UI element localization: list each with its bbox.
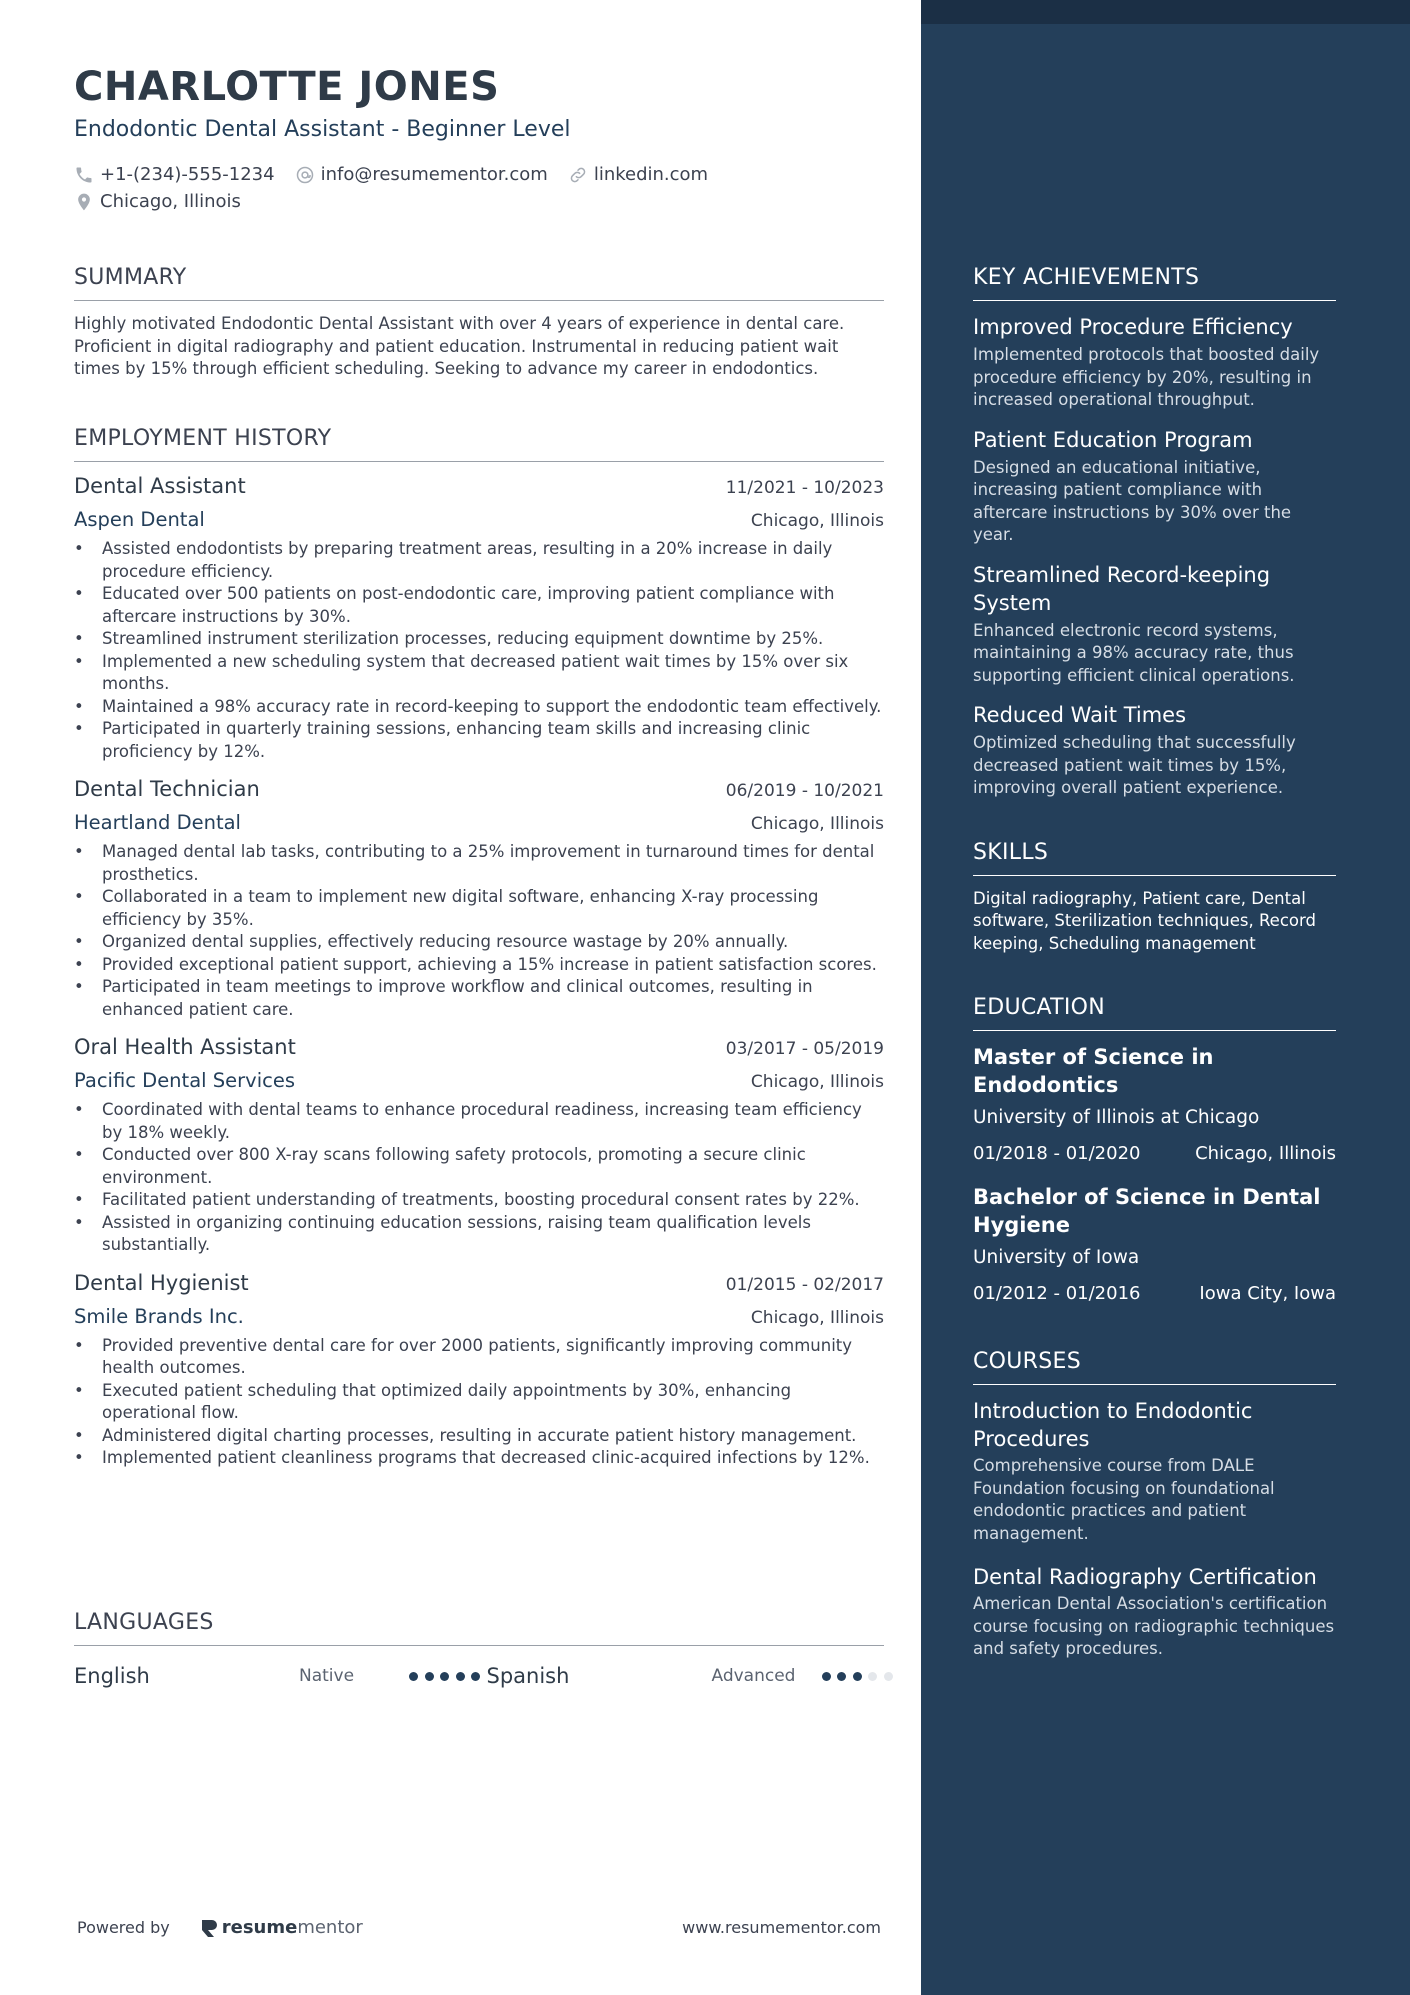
achievement-desc: Optimized scheduling that successfully decreased patient wait times by 15%, improving overall patient experience. (973, 733, 1296, 797)
course-title: Introduction to Endodontic Procedures (973, 1399, 1253, 1451)
candidate-name: CHARLOTTE JONES (74, 64, 500, 110)
job-dates: 06/2019 - 10/2021 (725, 781, 884, 801)
education-location: Chicago, Illinois (1195, 1143, 1336, 1164)
summary-title: SUMMARY (74, 265, 884, 301)
job-bullet: • Streamlined instrument sterilization processes, reducing equipment downtime by 25%. (74, 628, 884, 651)
brand-bold: resume (221, 1917, 298, 1938)
education-section (973, 995, 1336, 1309)
job-bullet: • Maintained a 98% accuracy rate in record-keeping to support the endodontic team effectively. (74, 696, 884, 719)
contact-linkedin[interactable] (568, 164, 708, 185)
languages-section (74, 1610, 884, 1694)
job-bullet: • Implemented patient cleanliness programs that decreased clinic-acquired infections by 12%. (74, 1447, 884, 1470)
at-icon (295, 165, 315, 185)
language-level: Advanced (711, 1666, 796, 1686)
rating-dot-filled (425, 1672, 434, 1681)
job-bullets (74, 1335, 884, 1470)
course-item (973, 1397, 1336, 1545)
language-name: Spanish (486, 1664, 570, 1688)
job-bullet: • Administered digital charting processes, resulting in accurate patient history management. (74, 1425, 884, 1448)
rating-dot-filled (456, 1672, 465, 1681)
course-item (973, 1563, 1336, 1661)
linkedin-text: linkedin.com (593, 164, 709, 185)
employment-title: EMPLOYMENT HISTORY (74, 426, 884, 462)
language-item (487, 1664, 900, 1688)
job-location: Chicago, Illinois (750, 511, 884, 531)
education-location: Iowa City, Iowa (1199, 1283, 1336, 1304)
achievements-section (973, 265, 1336, 800)
powered-by (77, 1917, 363, 1938)
job-bullet: • Provided preventive dental care for over 2000 patients, significantly improving community health outcomes. (74, 1335, 884, 1380)
job-company: Pacific Dental Services (74, 1069, 295, 1092)
job-bullet: • Participated in quarterly training sessions, enhancing team skills and increasing clinic proficiency by 12%. (74, 718, 884, 763)
contact-email[interactable] (295, 164, 548, 185)
job-entry (74, 474, 884, 763)
summary-text: Highly motivated Endodontic Dental Assistant with over 4 years of experience in dental care. Proficient in digital radiography and patient education. Instrumental in reducing patient wait times by 15% through efficient scheduling. Seeking to advance my career in endodontics. (74, 314, 845, 378)
phone-icon (74, 165, 94, 185)
job-bullet: • Executed patient scheduling that optimized daily appointments by 30%, enhancing operational flow. (74, 1380, 884, 1425)
job-location: Chicago, Illinois (750, 1072, 884, 1092)
employment-section (74, 426, 884, 1484)
job-entry (74, 1035, 884, 1257)
skills-title: SKILLS (973, 840, 1336, 876)
sidebar (921, 0, 1410, 1995)
job-title: Oral Health Assistant (74, 1035, 296, 1059)
job-company: Aspen Dental (74, 508, 205, 531)
achievement-item (973, 701, 1336, 800)
education-school: University of Iowa (973, 1247, 1140, 1268)
job-bullets (74, 841, 884, 1021)
footer-site-link[interactable]: www.resumementor.com (682, 1918, 881, 1937)
job-title: Dental Hygienist (74, 1270, 249, 1295)
achievement-title: Reduced Wait Times (973, 703, 1187, 727)
job-bullet: • Assisted endodontists by preparing treatment areas, resulting in a 20% increase in daily procedure efficiency. (74, 538, 884, 583)
rating-dot-filled (409, 1672, 418, 1681)
contact-info (74, 161, 884, 215)
skills-section (973, 840, 1336, 956)
brand-logo[interactable] (200, 1917, 363, 1938)
job-company: Smile Brands Inc. (74, 1304, 244, 1328)
powered-by-label: Powered by (77, 1918, 170, 1937)
language-name: English (74, 1664, 150, 1688)
job-dates: 03/2017 - 05/2019 (725, 1039, 884, 1059)
job-bullets (74, 538, 884, 763)
language-rating (409, 1672, 487, 1681)
rating-dot-filled (471, 1672, 480, 1681)
education-school: University of Illinois at Chicago (973, 1107, 1260, 1128)
job-company: Heartland Dental (74, 811, 241, 834)
achievement-item (973, 426, 1336, 547)
achievement-title: Improved Procedure Efficiency (973, 315, 1293, 339)
courses-section (973, 1349, 1336, 1661)
job-bullet: • Collaborated in a team to implement new digital software, enhancing X-ray processing efficiency by 35%. (74, 886, 884, 931)
rating-dot-filled (853, 1672, 862, 1681)
course-title: Dental Radiography Certification (973, 1565, 1317, 1589)
education-dates: 01/2018 - 01/2020 (973, 1143, 1141, 1164)
job-bullet: • Organized dental supplies, effectively reducing resource wastage by 20% annually. (74, 931, 884, 954)
language-rating (822, 1672, 900, 1681)
job-bullet: • Managed dental lab tasks, contributing to a 25% improvement in turnaround times for dental prosthetics. (74, 841, 884, 886)
rating-dot-filled (440, 1672, 449, 1681)
job-entry (74, 1271, 884, 1470)
rating-dot-filled (837, 1672, 846, 1681)
achievement-desc: Implemented protocols that boosted daily procedure efficiency by 20%, resulting in increased operational throughput. (973, 345, 1320, 409)
candidate-subtitle: Endodontic Dental Assistant - Beginner Level (74, 117, 571, 142)
job-bullet: • Assisted in organizing continuing education sessions, raising team qualification levels substantially. (74, 1212, 884, 1257)
contact-phone[interactable] (74, 164, 275, 185)
job-bullet: • Provided exceptional patient support, achieving a 15% increase in patient satisfaction scores. (74, 954, 884, 977)
job-location: Chicago, Illinois (750, 814, 884, 834)
contact-location (74, 191, 241, 212)
resumementor-logo-icon (200, 1918, 218, 1938)
job-bullet: • Participated in team meetings to improve workflow and clinical outcomes, resulting in enhanced patient care. (74, 976, 884, 1021)
education-degree: Bachelor of Science in Dental Hygiene (973, 1185, 1321, 1237)
course-desc: Comprehensive course from DALE Foundation focusing on foundational endodontic practices and patient management. (973, 1456, 1275, 1543)
job-entry (74, 777, 884, 1021)
sidebar-top-bar (921, 0, 1410, 24)
job-title: Dental Technician (74, 777, 260, 801)
job-bullet: • Coordinated with dental teams to enhance procedural readiness, increasing team efficiency by 18% weekly. (74, 1099, 884, 1144)
summary-section (74, 265, 884, 381)
achievements-title: KEY ACHIEVEMENTS (973, 265, 1336, 301)
link-icon (568, 165, 588, 185)
rating-dot-empty (868, 1672, 877, 1681)
brand-light: mentor (297, 1917, 363, 1938)
language-item (74, 1664, 487, 1688)
education-dates: 01/2012 - 01/2016 (973, 1283, 1141, 1304)
rating-dot-filled (822, 1672, 831, 1681)
achievement-title: Patient Education Program (973, 427, 1253, 452)
job-bullet: • Facilitated patient understanding of treatments, boosting procedural consent rates by 22%. (74, 1189, 884, 1212)
languages-title: LANGUAGES (74, 1610, 884, 1646)
achievement-item (973, 313, 1336, 412)
education-item (973, 1043, 1336, 1169)
email-text: info@resumementor.com (320, 164, 548, 185)
job-title: Dental Assistant (74, 474, 246, 498)
job-dates: 11/2021 - 10/2023 (725, 478, 884, 498)
education-item (973, 1183, 1336, 1309)
footer (77, 1917, 881, 1938)
achievement-item (973, 561, 1336, 688)
education-title: EDUCATION (973, 995, 1336, 1031)
job-bullet: • Educated over 500 patients on post-endodontic care, improving patient compliance with aftercare instructions by 30%. (74, 583, 884, 628)
achievement-desc: Enhanced electronic record systems, maintaining a 98% accuracy rate, thus supporting efficient clinical operations. (973, 620, 1295, 685)
course-desc: American Dental Association's certification course focusing on radiographic techniques and safety procedures. (973, 1594, 1335, 1658)
job-dates: 01/2015 - 02/2017 (725, 1274, 884, 1295)
job-location: Chicago, Illinois (750, 1307, 884, 1328)
job-bullet: • Conducted over 800 X-ray scans following safety protocols, promoting a secure clinic environment. (74, 1144, 884, 1189)
job-bullet: • Implemented a new scheduling system that decreased patient wait times by 15% over six months. (74, 651, 884, 696)
pin-icon (74, 192, 94, 212)
rating-dot-empty (884, 1672, 893, 1681)
skills-text: Digital radiography, Patient care, Dental software, Sterilization techniques, Record keeping, Scheduling management (973, 888, 1316, 953)
achievement-desc: Designed an educational initiative, increasing patient compliance with aftercare instructions by 30% over the year. (973, 457, 1292, 544)
phone-text: +1-(234)-555-1234 (100, 164, 275, 185)
education-degree: Master of Science in Endodontics (973, 1045, 1214, 1097)
achievement-title: Streamlined Record-keeping System (973, 562, 1271, 615)
language-level: Native (299, 1666, 355, 1686)
courses-title: COURSES (973, 1349, 1336, 1385)
location-text: Chicago, Illinois (100, 191, 241, 212)
job-bullets (74, 1099, 884, 1257)
